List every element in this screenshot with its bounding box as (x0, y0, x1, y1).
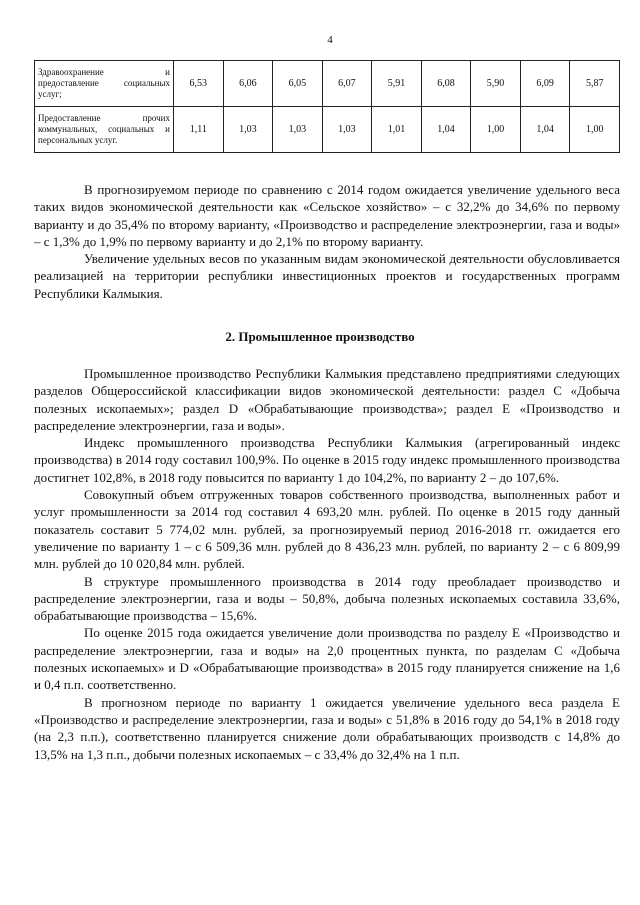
table-cell: 5,87 (570, 61, 620, 107)
table-cell: 1,01 (372, 107, 422, 153)
table-cell: 1,00 (570, 107, 620, 153)
table-cell: 6,53 (174, 61, 224, 107)
table-cell: 5,90 (471, 61, 521, 107)
table-cell: 1,11 (174, 107, 224, 153)
indicator-table (34, 60, 620, 153)
paragraph: По оценке 2015 года ожидается увеличение доли производства по разделу Е «Производство и распределение электроэнергии, газа и воды» на 2,0 процентных пункта, по разделам С «Добыча полезных ископаемых» и D «Обрабатывающие производства» в 2015 году планируется снижение на 1,6 и 0,4 п.п. соответственно. (34, 625, 620, 693)
section-heading: 2. Промышленное производство (225, 329, 415, 344)
table-cell: 6,05 (273, 61, 323, 107)
paragraph: В структуре промышленного производства в 2014 году преобладает производство и распределение электроэнергии, газа и воды – 50,8%, добыча полезных ископаемых составила 33,6%, обрабатывающие производства – 15,6%. (34, 573, 620, 624)
table-cell: 6,08 (421, 61, 471, 107)
table-cell: 5,91 (372, 61, 422, 107)
paragraph: Индекс промышленного производства Республики Калмыкия (агрегированный индекс производства) в 2014 году составил 100,9%. По оценке в 2015 году индекс промышленного производства достигнет 102,8%, в 2018 году повысится по варианту 1 до 104,2%, по варианту 2 – до 107,6%. (34, 435, 620, 485)
paragraph: Увеличение удельных весов по указанным видам экономической деятельности обусловливается реализацией на территории республики инвестиционных проектов и государственных программ Республики Калмыкия. (34, 251, 620, 301)
table-row (35, 61, 620, 107)
table-cell: 1,04 (520, 107, 570, 153)
table-cell: 1,03 (322, 107, 372, 153)
section-text (34, 365, 620, 763)
page-number: 4 (327, 34, 333, 46)
intro-text (34, 181, 620, 302)
table-cell: 1,00 (471, 107, 521, 153)
paragraph: Совокупный объем отгруженных товаров собственного производства, выполненных работ и услуг промышленности за 2014 год составил 4 693,20 млн. рублей. По оценке в 2015 году данный показатель составит 5 774,02 млн. рублей, за прогнозируемый период 2016-2018 гг. ожидается его увеличение по варианту 1 – с 6 509,36 млн. рублей до 8 436,23 млн. рублей, по варианту 2 – с 6 809,99 млн. рублей до 10 020,84 млн. рублей. (34, 487, 620, 572)
table-cell: 1,03 (273, 107, 323, 153)
table-cell: 1,03 (223, 107, 273, 153)
paragraph: В прогнозируемом периоде по сравнению с 2014 годом ожидается увеличение удельного веса таких видов экономической деятельности как «Сельское хозяйство» – с 32,2% до 34,6% по первому варианту и до 35,4% по второму варианту, «Производство и распределение электроэнергии, газа и воды» – с 1,3% до 1,9% по первому варианту и до 2,1% по второму варианту. (34, 182, 620, 249)
table-row (35, 107, 620, 153)
table-cell: 1,04 (421, 107, 471, 153)
paragraph: В прогнозном периоде по варианту 1 ожидается увеличение удельного веса раздела Е «Производство и распределение электроэнергии, газа и воды» с 51,8% в 2016 году до 54,1% в 2018 году (на 2,3 п.п.), соответственно планируется снижение доли обрабатывающих производств с 14,8% до 13,5% на 1,3 п.п., добычи полезных ископаемых – с 33,4% до 32,4% на 1 п.п. (34, 694, 620, 762)
paragraph: Промышленное производство Республики Калмыкия представлено предприятиями следующих разделов Общероссийской классификации видов экономической деятельности: раздел С «Добыча полезных ископаемых»; раздел D «Обрабатывающие производства»; раздел Е «Производство и распределение электроэнергии, газа и воды». (34, 366, 620, 433)
table-cell: 6,06 (223, 61, 273, 107)
table-cell: 6,07 (322, 61, 372, 107)
row-label: Предоставление прочих коммунальных, социальных и персональных услуг. (35, 107, 174, 153)
table-cell: 6,09 (520, 61, 570, 107)
row-label: Здравоохранение и предоставление социальных услуг; (35, 61, 174, 107)
